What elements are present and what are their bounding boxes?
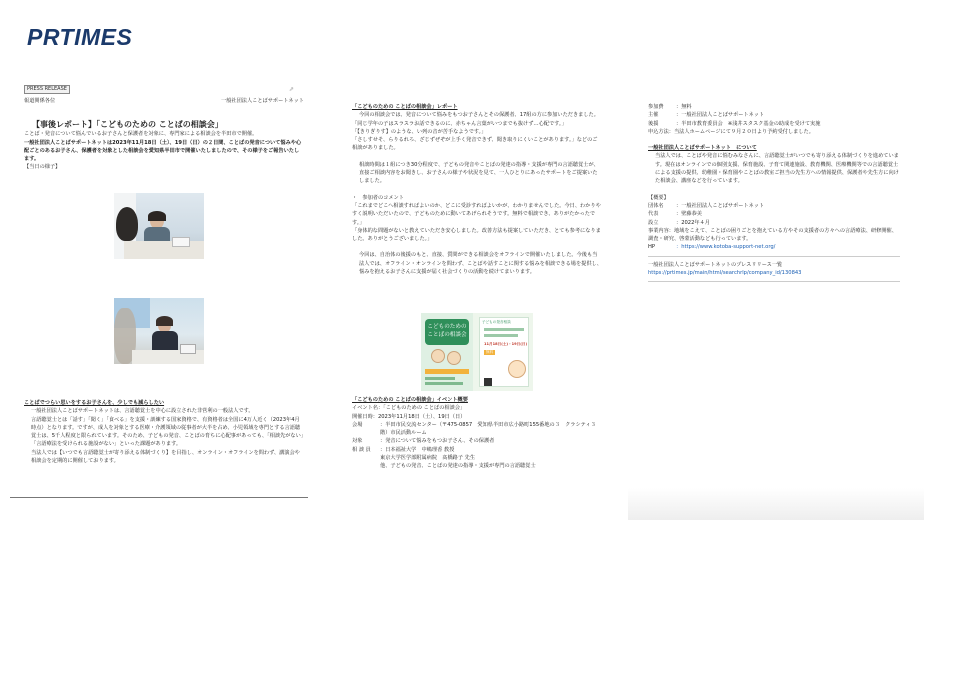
support-value: ：半田市教育委員会 ※浅井スタスク基金の助成を受けて実施: [676, 120, 821, 127]
established-value: ：2022年４月: [676, 219, 710, 226]
release-list-divider-bottom: [648, 281, 900, 282]
share-icon[interactable]: ⇗: [289, 86, 295, 93]
flyer-qr-code: [484, 378, 492, 386]
recipient-label: 報道関係各位: [24, 98, 56, 104]
prtimes-logo[interactable]: [27, 24, 147, 50]
report-closing: 今回は、自治体の後援のもと、直接、質問ができる相談会をオフラインで開催いたしました。今後も当法人では、オフライン・オンラインを問わず、ことばや話すことに関する悩みを相談できる場を提供し、悩みを抱えるお子さんに支援が届く社会づくりの活動を続けてまいります。: [359, 252, 602, 276]
page-divider: [10, 497, 308, 498]
org-name-value: ：一般社団法人ことばサポートネット: [676, 202, 765, 209]
flyer-child-illustration-2: [447, 351, 461, 365]
about-heading: 一般社団法人ことばサポートネット について: [648, 145, 757, 152]
release-list-link[interactable]: https://prtimes.jp/main/html/searchrlp/company_id/130843: [648, 270, 802, 277]
mission-heading: ことばでつらい思いをするお子さんを、少しでも減らしたい: [24, 400, 165, 406]
participant-comment-1: 「これまでどこへ相談すればよいのか、どこに受診すればよいかが、わかりませんでした。今日、わかりやすく説明いただいたので、子どものために動いてあげられそうです。無料で相談でき、ありがたかったです。」: [352, 202, 601, 226]
target-value: ：発音について悩みをもつお子さん、その保護者: [380, 438, 495, 445]
org-name-key: 団体名: [648, 202, 664, 209]
about-text: 当法人では、ことばや発音に悩むみなさんに、言語聴覚士がいつでも寄り添える体制づくりを進めています。現在はオンラインでの個別支援、保育施設、子育て関連施設、教育機関、医療機関等での言語聴覚士による支援の提供、幼稚園・保育園やことばの教室ご担当の先生方への情報提供、保護者や先生方に向けた相談会、講座などを行っています。: [655, 153, 899, 185]
release-page-1: [24, 85, 304, 505]
release-list-divider: [648, 256, 900, 257]
host-value: ：一般社団法人ことばサポートネット: [676, 112, 765, 119]
flyer-back-line-1: [484, 328, 524, 331]
host-row: [648, 111, 900, 119]
event-flyer-image: [421, 313, 533, 391]
homepage-key: HP: [648, 244, 656, 251]
event-venue-row: [352, 421, 602, 438]
report-body: 相談時間は１組につき30分程度で、子どもの発音やことばの発達の指導・支援が専門の言語聴覚士が、直接ご相談内容をお聞きし、お子さんの様子や状況を見て、一人ひとりにあったサポートをご提案いたしました。: [359, 161, 599, 185]
business-description: 事業内容：地域をこえて、ことばの困りごとを抱えている方やその支援者の方々への言語療法、研修開催、調査・研究、啓蒙活動なども行っています。: [648, 227, 897, 243]
staff-key: 相 談 員: [352, 446, 371, 453]
staff-value: ：日本福祉大学 中嶋理香 教授: [380, 446, 455, 453]
venue-key: 会場: [352, 421, 363, 428]
host-key: 主催: [648, 112, 659, 119]
address-row: [24, 97, 304, 105]
release-title: 【事後レポート】「こどものための ことばの相談会」: [32, 120, 223, 130]
flyer-title-line-2: ことばの相談会: [427, 332, 467, 338]
fee-value: ：無料: [676, 104, 692, 110]
flyer-title: [425, 319, 469, 345]
homepage-link[interactable]: ：https://www.kotoba-support-net.org/: [676, 244, 776, 251]
release-list-label: 一般社団法人ことばサポートネットのプレスリリース一覧: [648, 261, 783, 268]
flyer-back: [479, 317, 529, 387]
established-row: [648, 219, 900, 227]
consult-quote-3: 「さしすせそ、らりるれろ、ざじずぜぞが上手く発音できず、聞き取りにくいことがあります。」などのご相談がありました。: [352, 137, 598, 152]
overview-label: 【概要】: [648, 194, 669, 201]
flyer-line-1: [425, 377, 455, 380]
report-heading: 「こどものための ことばの相談会」レポート: [352, 104, 458, 110]
mission-paragraph-2: 言語聴覚士とは「話す」「聞く」「食べる」を支援・訓練する国家資格で、有資格者は全国に4万人近く（2023年4月時点）となります。ですが、成人を対象とする医療・介護領域の従事者が大半を占め、小児領域を専門とする言語聴覚士は、5千人程度と限られています。そのため、子どもの発音、ことばの育ちに心配事があっても、「相談先がない」「言語療法を受けられる施設がない」といった課題があります。: [31, 416, 304, 448]
comment-heading: ・ 参加者のコメント: [352, 194, 404, 201]
flyer-back-line-2: [484, 334, 518, 337]
target-key: 対象: [352, 438, 363, 445]
representative-row: [648, 210, 900, 218]
release-page-2: [352, 103, 602, 483]
report-intro: 今回の相談会では、発音について悩みをもつお子さんとその保護者、17組の方に参加いただきました。: [359, 112, 599, 119]
organization-label: 一般社団法人ことばサポートネット: [221, 98, 304, 104]
event-name: イベント名：「こどものための ことばの相談会」: [352, 405, 466, 412]
event-target-row: [352, 437, 602, 445]
flyer-date: 11月18日(土)・19日(日): [484, 342, 528, 346]
support-key: 後援: [648, 120, 659, 127]
fee-key: 参加費: [648, 104, 664, 110]
consult-quote-2: 「【きりぎりす】のような、い列の音が苦手なようです。」: [352, 128, 487, 135]
flyer-title-line-1: こどものための: [427, 324, 467, 330]
homepage-row: [648, 243, 900, 251]
consult-quote-1: 「同じ学年の子はスラスラお話できるのに、赤ちゃん言葉がいつまでも抜けず…心配です。」: [352, 120, 567, 127]
flyer-free-tag: 無料: [486, 350, 494, 354]
representative-key: 代表: [648, 211, 659, 218]
event-overview-heading: 「こどものための ことばの相談会」イベント概要: [352, 397, 468, 403]
apply-method: 申込方法：当法人ホームページにて９月２０日より予約受付しました。: [648, 128, 814, 135]
event-overview: [352, 396, 602, 471]
logo-text: PRTIMES: [27, 24, 133, 50]
established-key: 設立: [648, 219, 659, 226]
fee-row: [648, 103, 900, 111]
venue-value: ：半田市民交流センター（〒475-0857 愛知県半田市広小路町155番地の３ クラシティ３階）市民活動ルーム: [380, 421, 596, 437]
flyer-top-text: 子どもの発音相談: [482, 320, 511, 324]
support-row: [648, 120, 900, 128]
event-photo-2: [114, 298, 204, 364]
event-staff-row: [352, 446, 602, 454]
event-date: 開催日時：2023年11月18日（土）、19日（日）: [352, 413, 466, 420]
org-name-row: [648, 202, 900, 210]
press-release-badge: PRESS RELEASE: [24, 85, 70, 94]
lead-bold-text: 一般社団法人ことばサポートネットは2023年11月18日（土）、19日（日）の２日間、ことばの発音について悩みや心配ごとのあるお子さん、保護者を対象とした相談会を愛知県半田市で開催いたしましたので、その様子をご報告いたします。: [24, 139, 302, 163]
flyer-stripe: [425, 369, 469, 374]
staff-3: 他、子どもの発音、ことばの発達の指導・支援が専門の言語聴覚士: [380, 463, 536, 470]
flyer-line-2: [425, 382, 463, 385]
flyer-face-illustration: [508, 360, 526, 378]
mission-paragraph-1: 一般社団法人ことばサポートネットは、言語聴覚士を中心に設立された非営利の一般法人です。: [31, 408, 254, 415]
participant-comment-2: 「身体的な問題がないと教えていただき安心しました。改善方法も提案していただき、とても参考になりました。ありがとうございました。」: [352, 227, 601, 243]
page-shadow: [628, 488, 924, 520]
mission-section: [24, 399, 304, 465]
representative-value: ：壁藤恭美: [676, 211, 702, 218]
release-page-3: [648, 103, 900, 303]
flyer-child-illustration-1: [431, 349, 445, 363]
event-photo-1: [114, 193, 204, 259]
mission-paragraph-3: 当法人では【いつでも言語聴覚士が寄り添える体制づくり】を目指し、オンライン・オフラインを問わず、講演会や相談会を定期的に開催しております。: [31, 449, 300, 465]
staff-2: 東京大学医学部附属病院 髙橋路子 先生: [380, 455, 476, 462]
lead-text: ことば・発音について悩んでいるお子さんと保護者を対象に、専門家による相談会を半田市で開催。: [24, 131, 258, 138]
photo-section-label: 【当日の様子】: [24, 164, 61, 171]
